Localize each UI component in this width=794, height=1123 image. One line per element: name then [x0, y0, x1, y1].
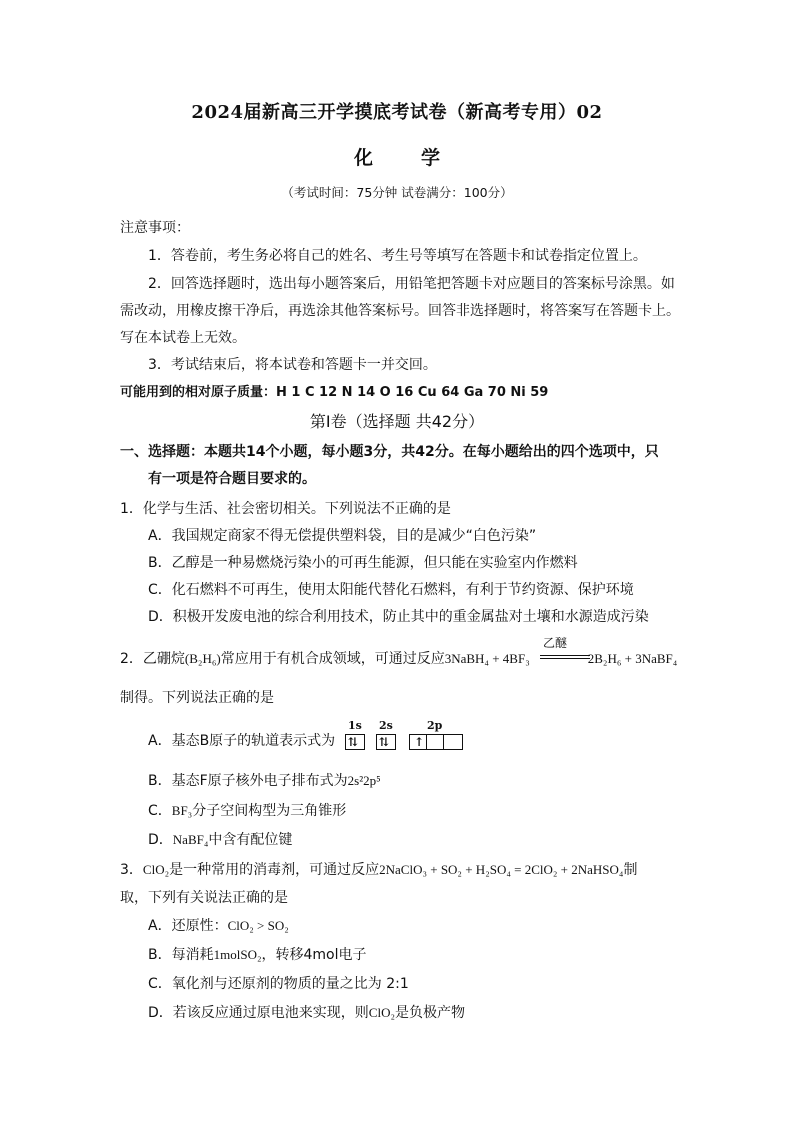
q3-option-a-formula: ClO₂ > SO₂ [227, 918, 289, 933]
q2-option-b-text: B．基态F原子核外电子排布式为 [148, 773, 348, 789]
q2-option-d-label: D． [148, 832, 173, 848]
q3-stem-b: 取，下列有关说法正确的是 [120, 890, 288, 906]
orbital-arrow-pair-1s: ⇅ [348, 735, 359, 749]
section-instruction-b: 有一项是符合题目要求的。 [148, 471, 316, 487]
notice-heading: 注意事项： [120, 220, 190, 236]
q2-products: 2B₂H₆ + 3NaBF₄ [587, 651, 678, 666]
orbital-label-2s: 2s [379, 719, 393, 732]
q3-formula-clo2: ClO₂ [142, 862, 170, 877]
exam-title: 2024届新高三开学摸底考试卷（新高考专用）02 [191, 102, 603, 123]
q1-option-b: B．乙醇是一种易燃烧污染小的可再生能源，但只能在实验室内作燃料 [148, 555, 578, 571]
notice-item-1: 1．答卷前，考生务必将自己的姓名、考生号等填写在答题卡和试卷指定位置上。 [148, 248, 647, 264]
notice-item-2b: 需改动，用橡皮擦干净后，再选涂其他答案标号。回答非选择题时，将答案写在答题卡上。 [120, 303, 680, 319]
q3-option-d [148, 1002, 465, 1022]
q3-option-d-pre: D．若该反应通过原电池来实现，则 [148, 1005, 369, 1021]
q3-option-c: C．氧化剂与还原剂的物质的量之比为 2:1 [148, 976, 409, 992]
q2-option-c-formula: BF₃ [171, 803, 193, 818]
notice-item-2a: 2．回答选择题时，选出每小题答案后，用铅笔把答题卡对应题目的答案标号涂黑。如 [148, 276, 675, 292]
q3-stem [120, 859, 637, 879]
q2-stem-pre: 2．乙硼烷 [120, 651, 185, 667]
q3-option-d-post: 是负极产物 [394, 1005, 465, 1021]
orbital-label-1s: 1s [348, 719, 362, 732]
q2-option-b [148, 770, 381, 790]
q2-equation-bar-top [540, 655, 590, 656]
orbital-box-2p-2 [426, 734, 444, 750]
q2-catalyst: 乙醚 [543, 636, 568, 650]
notice-item-3: 3．考试结束后，将本试卷和答题卡一并交回。 [148, 357, 437, 373]
q2-option-d-formula: NaBF₄ [172, 832, 209, 847]
q2-stem-mid: 常应用于有机合成领域，可通过反应 [220, 651, 445, 667]
subject-title [0, 143, 794, 170]
q2-option-c-text: 分子空间构型为三角锥形 [192, 803, 347, 819]
orbital-arrow-2p: ↑ [414, 735, 425, 749]
q2-option-d [148, 829, 292, 849]
section-instruction-a: 一、选择题：本题共14个小题，每小题3分，共42分。在每小题给出的四个选项中，只 [120, 444, 659, 460]
q2-formula-b2h6: (B₂H₆) [184, 651, 221, 666]
orbital-label-2p: 2p [427, 719, 443, 732]
subject-char-1: 化 [353, 147, 373, 169]
q3-option-d-formula: ClO₂ [368, 1005, 395, 1020]
q2-option-c-label: C． [148, 803, 172, 819]
q3-number: 3． [120, 862, 143, 878]
q3-stem-post: 制 [623, 862, 638, 878]
q1-option-d: D．积极开发废电池的综合利用技术，防止其中的重金属盐对土壤和水源造成污染 [148, 609, 649, 625]
q1-option-c: C．化石燃料不可再生，使用太阳能代替化石燃料，有利于节约资源、保护环境 [148, 582, 634, 598]
q3-option-b-formula: 1molSO₂ [213, 947, 262, 962]
boron-orbital-diagram [345, 719, 465, 753]
q3-option-b-pre: B．每消耗 [148, 947, 214, 963]
notice-item-2c: 写在本试卷上无效。 [120, 330, 246, 346]
q2-option-a: A．基态B原子的轨道表示式为 [148, 733, 336, 749]
q3-stem-mid: 是一种常用的消毒剂，可通过反应 [169, 862, 380, 878]
q3-option-b [148, 944, 366, 964]
q3-option-a-text: A．还原性： [148, 918, 228, 934]
q2-stem-end: 制得。下列说法正确的是 [120, 690, 274, 706]
q2-option-c [148, 800, 346, 820]
orbital-box-2p-3 [443, 734, 463, 750]
orbital-arrow-pair-2s: ⇅ [379, 735, 390, 749]
q2-equation-bar-bottom [540, 658, 590, 659]
atomic-mass: 可能用到的相对原子质量：H 1 C 12 N 14 O 16 Cu 64 Ga 70 Ni 59 [120, 385, 549, 400]
q1-stem: 1．化学与生活、社会密切相关。下列说法不正确的是 [120, 501, 451, 517]
exam-meta: （考试时间：75分钟 试卷满分：100分） [281, 185, 513, 200]
q2-option-d-text: 中含有配位键 [208, 832, 293, 848]
q2-stem [120, 648, 677, 668]
q2-option-b-formula: 2s²2p⁵ [347, 773, 381, 788]
q3-equation: 2NaClO₃ + SO₂ + H₂SO₄ = 2ClO₂ + 2NaHSO₄ [379, 862, 624, 877]
q2-reactants: 3NaBH₄ + 4BF₃ [444, 651, 530, 666]
q1-option-a: A．我国规定商家不得无偿提供塑料袋，目的是减少“白色污染” [148, 528, 537, 544]
section-title: 第Ⅰ卷（选择题 共42分） [309, 412, 485, 431]
q3-option-a [148, 915, 289, 935]
subject-char-2: 学 [421, 147, 441, 169]
q3-option-b-post: ，转移4mol电子 [261, 947, 367, 963]
